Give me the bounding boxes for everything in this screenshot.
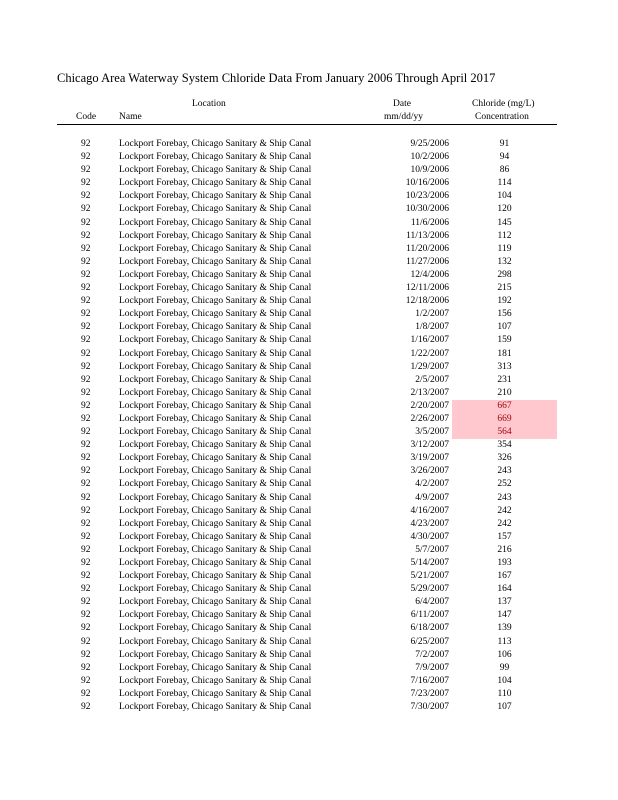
cell-chloride: 243 — [497, 466, 512, 477]
cell-date: 11/20/2006 — [406, 243, 449, 254]
cell-location-name: Lockport Forebay, Chicago Sanitary & Ship Canal — [119, 584, 312, 595]
cell-location-name: Lockport Forebay, Chicago Sanitary & Ship Canal — [119, 178, 312, 189]
cell-date: 6/18/2007 — [410, 623, 449, 634]
cell-chloride: 107 — [497, 322, 512, 333]
cell-location-name: Lockport Forebay, Chicago Sanitary & Ship Canal — [119, 571, 312, 582]
cell-code: 92 — [81, 152, 91, 163]
cell-location-name: Lockport Forebay, Chicago Sanitary & Ship Canal — [119, 400, 312, 411]
cell-date: 10/2/2006 — [410, 152, 449, 163]
cell-location-name: Lockport Forebay, Chicago Sanitary & Ship Canal — [119, 610, 312, 621]
cell-date: 1/29/2007 — [410, 361, 449, 372]
cell-code: 92 — [81, 269, 91, 280]
cell-date: 3/12/2007 — [410, 440, 449, 451]
cell-code: 92 — [81, 322, 91, 333]
cell-location-name: Lockport Forebay, Chicago Sanitary & Ship Canal — [119, 387, 312, 398]
cell-location-name: Lockport Forebay, Chicago Sanitary & Ship Canal — [119, 597, 312, 608]
cell-chloride: 298 — [497, 269, 512, 280]
cell-location-name: Lockport Forebay, Chicago Sanitary & Ship Canal — [119, 688, 312, 699]
table-row — [0, 596, 618, 609]
cell-code: 92 — [81, 479, 91, 490]
cell-code: 92 — [81, 571, 91, 582]
cell-chloride-highlighted: 669 — [452, 413, 557, 426]
cell-code: 92 — [81, 309, 91, 320]
cell-location-name: Lockport Forebay, Chicago Sanitary & Ship Canal — [119, 256, 312, 267]
cell-location-name: Lockport Forebay, Chicago Sanitary & Ship Canal — [119, 649, 312, 660]
cell-date: 4/9/2007 — [415, 492, 449, 503]
table-row — [0, 334, 618, 347]
cell-chloride: 110 — [497, 688, 512, 699]
cell-date: 6/4/2007 — [415, 597, 449, 608]
cell-date: 10/16/2006 — [405, 178, 449, 189]
cell-code: 92 — [81, 427, 91, 438]
cell-chloride: 107 — [497, 702, 512, 713]
cell-date: 4/2/2007 — [415, 479, 449, 490]
cell-date: 10/23/2006 — [405, 191, 449, 202]
cell-chloride: 354 — [497, 440, 512, 451]
cell-location-name: Lockport Forebay, Chicago Sanitary & Ship Canal — [119, 322, 312, 333]
header-divider — [57, 124, 557, 125]
cell-code: 92 — [81, 139, 91, 149]
cell-chloride: 120 — [497, 204, 512, 215]
cell-date: 2/20/2007 — [410, 400, 449, 411]
table-row — [0, 518, 618, 531]
cell-chloride: 242 — [497, 505, 512, 516]
cell-chloride: 326 — [497, 453, 512, 464]
header-date-format: mm/dd/yy — [384, 112, 424, 122]
cell-date: 7/2/2007 — [415, 649, 449, 660]
table-row — [0, 544, 618, 557]
cell-code: 92 — [81, 518, 91, 529]
cell-code: 92 — [81, 584, 91, 595]
cell-date: 2/26/2007 — [410, 413, 449, 424]
cell-location-name: Lockport Forebay, Chicago Sanitary & Ship Canal — [119, 152, 312, 163]
table-row — [0, 164, 618, 177]
table-row — [0, 583, 618, 596]
cell-code: 92 — [81, 623, 91, 634]
table-row — [0, 413, 618, 426]
cell-chloride: 86 — [499, 165, 510, 176]
table-row — [0, 321, 618, 334]
table-row — [0, 348, 618, 361]
cell-chloride: 313 — [497, 361, 512, 372]
cell-code: 92 — [81, 204, 91, 215]
cell-code: 92 — [81, 178, 91, 189]
cell-location-name: Lockport Forebay, Chicago Sanitary & Ship Canal — [119, 492, 312, 503]
cell-location-name: Lockport Forebay, Chicago Sanitary & Ship Canal — [119, 675, 312, 686]
cell-date: 2/13/2007 — [410, 387, 449, 398]
cell-location-name: Lockport Forebay, Chicago Sanitary & Ship Canal — [119, 139, 312, 149]
cell-chloride: 91 — [499, 139, 510, 149]
cell-code: 92 — [81, 531, 91, 542]
cell-code: 92 — [81, 165, 91, 176]
header-date: Date — [393, 99, 411, 109]
cell-chloride: 114 — [497, 178, 512, 189]
table-row — [0, 308, 618, 321]
cell-code: 92 — [81, 413, 91, 424]
table-row — [0, 217, 618, 230]
cell-code: 92 — [81, 558, 91, 568]
cell-location-name: Lockport Forebay, Chicago Sanitary & Ship Canal — [119, 361, 312, 372]
cell-date: 3/5/2007 — [415, 427, 449, 438]
cell-chloride: 243 — [497, 492, 512, 503]
cell-location-name: Lockport Forebay, Chicago Sanitary & Ship Canal — [119, 335, 312, 346]
cell-location-name: Lockport Forebay, Chicago Sanitary & Ship Canal — [119, 413, 312, 424]
cell-chloride: 104 — [497, 675, 512, 686]
cell-code: 92 — [81, 610, 91, 621]
cell-code: 92 — [81, 688, 91, 699]
table-row — [0, 400, 618, 413]
table-row — [0, 570, 618, 583]
table-row — [0, 557, 618, 570]
cell-date: 12/18/2006 — [405, 296, 449, 307]
cell-date: 7/30/2007 — [410, 702, 449, 713]
table-row — [0, 190, 618, 203]
cell-date: 1/16/2007 — [410, 335, 449, 346]
header-code: Code — [76, 112, 97, 122]
cell-chloride: 156 — [497, 309, 512, 320]
header-name: Name — [119, 112, 142, 122]
cell-chloride: 242 — [497, 518, 512, 529]
data-table — [0, 138, 618, 714]
cell-location-name: Lockport Forebay, Chicago Sanitary & Ship Canal — [119, 623, 312, 634]
table-row — [0, 478, 618, 491]
cell-location-name: Lockport Forebay, Chicago Sanitary & Ship Canal — [119, 453, 312, 464]
cell-chloride: 112 — [497, 230, 512, 241]
cell-location-name: Lockport Forebay, Chicago Sanitary & Ship Canal — [119, 243, 312, 254]
cell-location-name: Lockport Forebay, Chicago Sanitary & Ship Canal — [119, 518, 312, 529]
cell-location-name: Lockport Forebay, Chicago Sanitary & Ship Canal — [119, 269, 312, 280]
cell-date: 9/25/2006 — [410, 139, 449, 149]
cell-code: 92 — [81, 544, 91, 555]
table-row — [0, 636, 618, 649]
table-row — [0, 492, 618, 505]
cell-date: 3/26/2007 — [410, 466, 449, 477]
table-row — [0, 649, 618, 662]
cell-location-name: Lockport Forebay, Chicago Sanitary & Ship Canal — [119, 636, 312, 647]
cell-location-name: Lockport Forebay, Chicago Sanitary & Ship Canal — [119, 296, 312, 307]
table-row — [0, 243, 618, 256]
cell-code: 92 — [81, 256, 91, 267]
cell-code: 92 — [81, 348, 91, 359]
cell-location-name: Lockport Forebay, Chicago Sanitary & Ship Canal — [119, 165, 312, 176]
cell-chloride: 137 — [497, 597, 512, 608]
table-row — [0, 622, 618, 635]
cell-chloride-highlighted: 564 — [452, 426, 557, 439]
table-row — [0, 269, 618, 282]
cell-location-name: Lockport Forebay, Chicago Sanitary & Ship Canal — [119, 309, 312, 320]
table-row — [0, 151, 618, 164]
cell-location-name: Lockport Forebay, Chicago Sanitary & Ship Canal — [119, 374, 312, 385]
cell-date: 10/9/2006 — [410, 165, 449, 176]
cell-chloride: 167 — [497, 571, 512, 582]
cell-code: 92 — [81, 636, 91, 647]
cell-location-name: Lockport Forebay, Chicago Sanitary & Ship Canal — [119, 466, 312, 477]
table-row — [0, 531, 618, 544]
cell-chloride: 159 — [497, 335, 512, 346]
cell-location-name: Lockport Forebay, Chicago Sanitary & Ship Canal — [119, 544, 312, 555]
cell-date: 12/4/2006 — [410, 269, 449, 280]
cell-chloride: 113 — [497, 636, 512, 647]
header-chloride: Chloride (mg/L) — [472, 99, 535, 109]
cell-code: 92 — [81, 702, 91, 713]
cell-chloride: 132 — [497, 256, 512, 267]
cell-code: 92 — [81, 675, 91, 686]
cell-location-name: Lockport Forebay, Chicago Sanitary & Ship Canal — [119, 217, 312, 228]
cell-location-name: Lockport Forebay, Chicago Sanitary & Ship Canal — [119, 531, 312, 542]
table-row — [0, 609, 618, 622]
cell-date: 7/23/2007 — [410, 688, 449, 699]
cell-code: 92 — [81, 283, 91, 294]
cell-chloride: 181 — [497, 348, 512, 359]
cell-chloride: 106 — [497, 649, 512, 660]
cell-chloride-highlighted: 667 — [452, 400, 557, 413]
table-row — [0, 452, 618, 465]
cell-date: 4/23/2007 — [410, 518, 449, 529]
cell-date: 3/19/2007 — [410, 453, 449, 464]
header-concentration: Concentration — [475, 112, 529, 122]
table-row — [0, 426, 618, 439]
cell-chloride: 210 — [497, 387, 512, 398]
table-row — [0, 203, 618, 216]
cell-code: 92 — [81, 453, 91, 464]
cell-location-name: Lockport Forebay, Chicago Sanitary & Ship Canal — [119, 191, 312, 202]
cell-chloride: 147 — [497, 610, 512, 621]
cell-date: 10/30/2006 — [405, 204, 449, 215]
cell-location-name: Lockport Forebay, Chicago Sanitary & Ship Canal — [119, 505, 312, 516]
cell-chloride: 193 — [497, 558, 512, 568]
table-row — [0, 439, 618, 452]
cell-date: 1/22/2007 — [410, 348, 449, 359]
cell-date: 11/13/2006 — [406, 230, 449, 241]
document-title: Chicago Area Waterway System Chloride Data From January 2006 Through April 2017 — [57, 71, 496, 85]
cell-date: 11/27/2006 — [406, 256, 449, 267]
cell-date: 5/7/2007 — [415, 544, 449, 555]
cell-date: 12/11/2006 — [406, 283, 449, 294]
cell-code: 92 — [81, 440, 91, 451]
cell-date: 2/5/2007 — [415, 374, 449, 385]
cell-chloride: 119 — [497, 243, 512, 254]
cell-date: 5/29/2007 — [410, 584, 449, 595]
table-row — [0, 374, 618, 387]
cell-code: 92 — [81, 662, 91, 673]
cell-date: 7/16/2007 — [410, 675, 449, 686]
cell-code: 92 — [81, 230, 91, 241]
cell-chloride: 94 — [499, 152, 510, 163]
cell-code: 92 — [81, 492, 91, 503]
cell-date: 5/21/2007 — [410, 571, 449, 582]
cell-code: 92 — [81, 374, 91, 385]
cell-location-name: Lockport Forebay, Chicago Sanitary & Ship Canal — [119, 702, 312, 713]
cell-location-name: Lockport Forebay, Chicago Sanitary & Ship Canal — [119, 230, 312, 241]
cell-code: 92 — [81, 387, 91, 398]
cell-code: 92 — [81, 597, 91, 608]
table-row — [0, 230, 618, 243]
cell-code: 92 — [81, 649, 91, 660]
table-row — [0, 387, 618, 400]
header-location: Location — [192, 99, 226, 109]
cell-chloride: 139 — [497, 623, 512, 634]
table-row — [0, 688, 618, 701]
table-row — [0, 465, 618, 478]
cell-chloride: 104 — [497, 191, 512, 202]
cell-location-name: Lockport Forebay, Chicago Sanitary & Ship Canal — [119, 427, 312, 438]
table-row — [0, 361, 618, 374]
cell-code: 92 — [81, 296, 91, 307]
cell-chloride: 164 — [497, 584, 512, 595]
cell-code: 92 — [81, 361, 91, 372]
cell-code: 92 — [81, 191, 91, 202]
cell-code: 92 — [81, 400, 91, 411]
cell-date: 6/25/2007 — [410, 636, 449, 647]
table-row — [0, 138, 618, 151]
table-row — [0, 256, 618, 269]
cell-code: 92 — [81, 243, 91, 254]
cell-chloride: 231 — [497, 374, 512, 385]
cell-location-name: Lockport Forebay, Chicago Sanitary & Ship Canal — [119, 283, 312, 294]
table-row — [0, 282, 618, 295]
cell-date: 4/16/2007 — [410, 505, 449, 516]
cell-chloride: 216 — [497, 544, 512, 555]
cell-code: 92 — [81, 505, 91, 516]
cell-location-name: Lockport Forebay, Chicago Sanitary & Ship Canal — [119, 558, 312, 568]
cell-location-name: Lockport Forebay, Chicago Sanitary & Ship Canal — [119, 479, 312, 490]
cell-code: 92 — [81, 335, 91, 346]
cell-location-name: Lockport Forebay, Chicago Sanitary & Ship Canal — [119, 662, 312, 673]
cell-chloride: 252 — [497, 479, 512, 490]
cell-date: 7/9/2007 — [415, 662, 449, 673]
cell-date: 1/2/2007 — [415, 309, 449, 320]
cell-code: 92 — [81, 217, 91, 228]
table-row — [0, 295, 618, 308]
cell-date: 11/6/2006 — [410, 217, 449, 228]
cell-location-name: Lockport Forebay, Chicago Sanitary & Ship Canal — [119, 348, 312, 359]
cell-chloride: 99 — [499, 662, 510, 673]
cell-code: 92 — [81, 466, 91, 477]
cell-location-name: Lockport Forebay, Chicago Sanitary & Ship Canal — [119, 204, 312, 215]
cell-chloride: 157 — [497, 531, 512, 542]
table-row — [0, 505, 618, 518]
cell-date: 5/14/2007 — [410, 558, 449, 568]
cell-chloride: 215 — [497, 283, 512, 294]
cell-location-name: Lockport Forebay, Chicago Sanitary & Ship Canal — [119, 440, 312, 451]
cell-chloride: 145 — [497, 217, 512, 228]
cell-date: 6/11/2007 — [410, 610, 449, 621]
cell-date: 1/8/2007 — [415, 322, 449, 333]
table-row — [0, 701, 618, 714]
table-row — [0, 662, 618, 675]
cell-chloride: 192 — [497, 296, 512, 307]
cell-date: 4/30/2007 — [410, 531, 449, 542]
table-row — [0, 177, 618, 190]
table-row — [0, 675, 618, 688]
